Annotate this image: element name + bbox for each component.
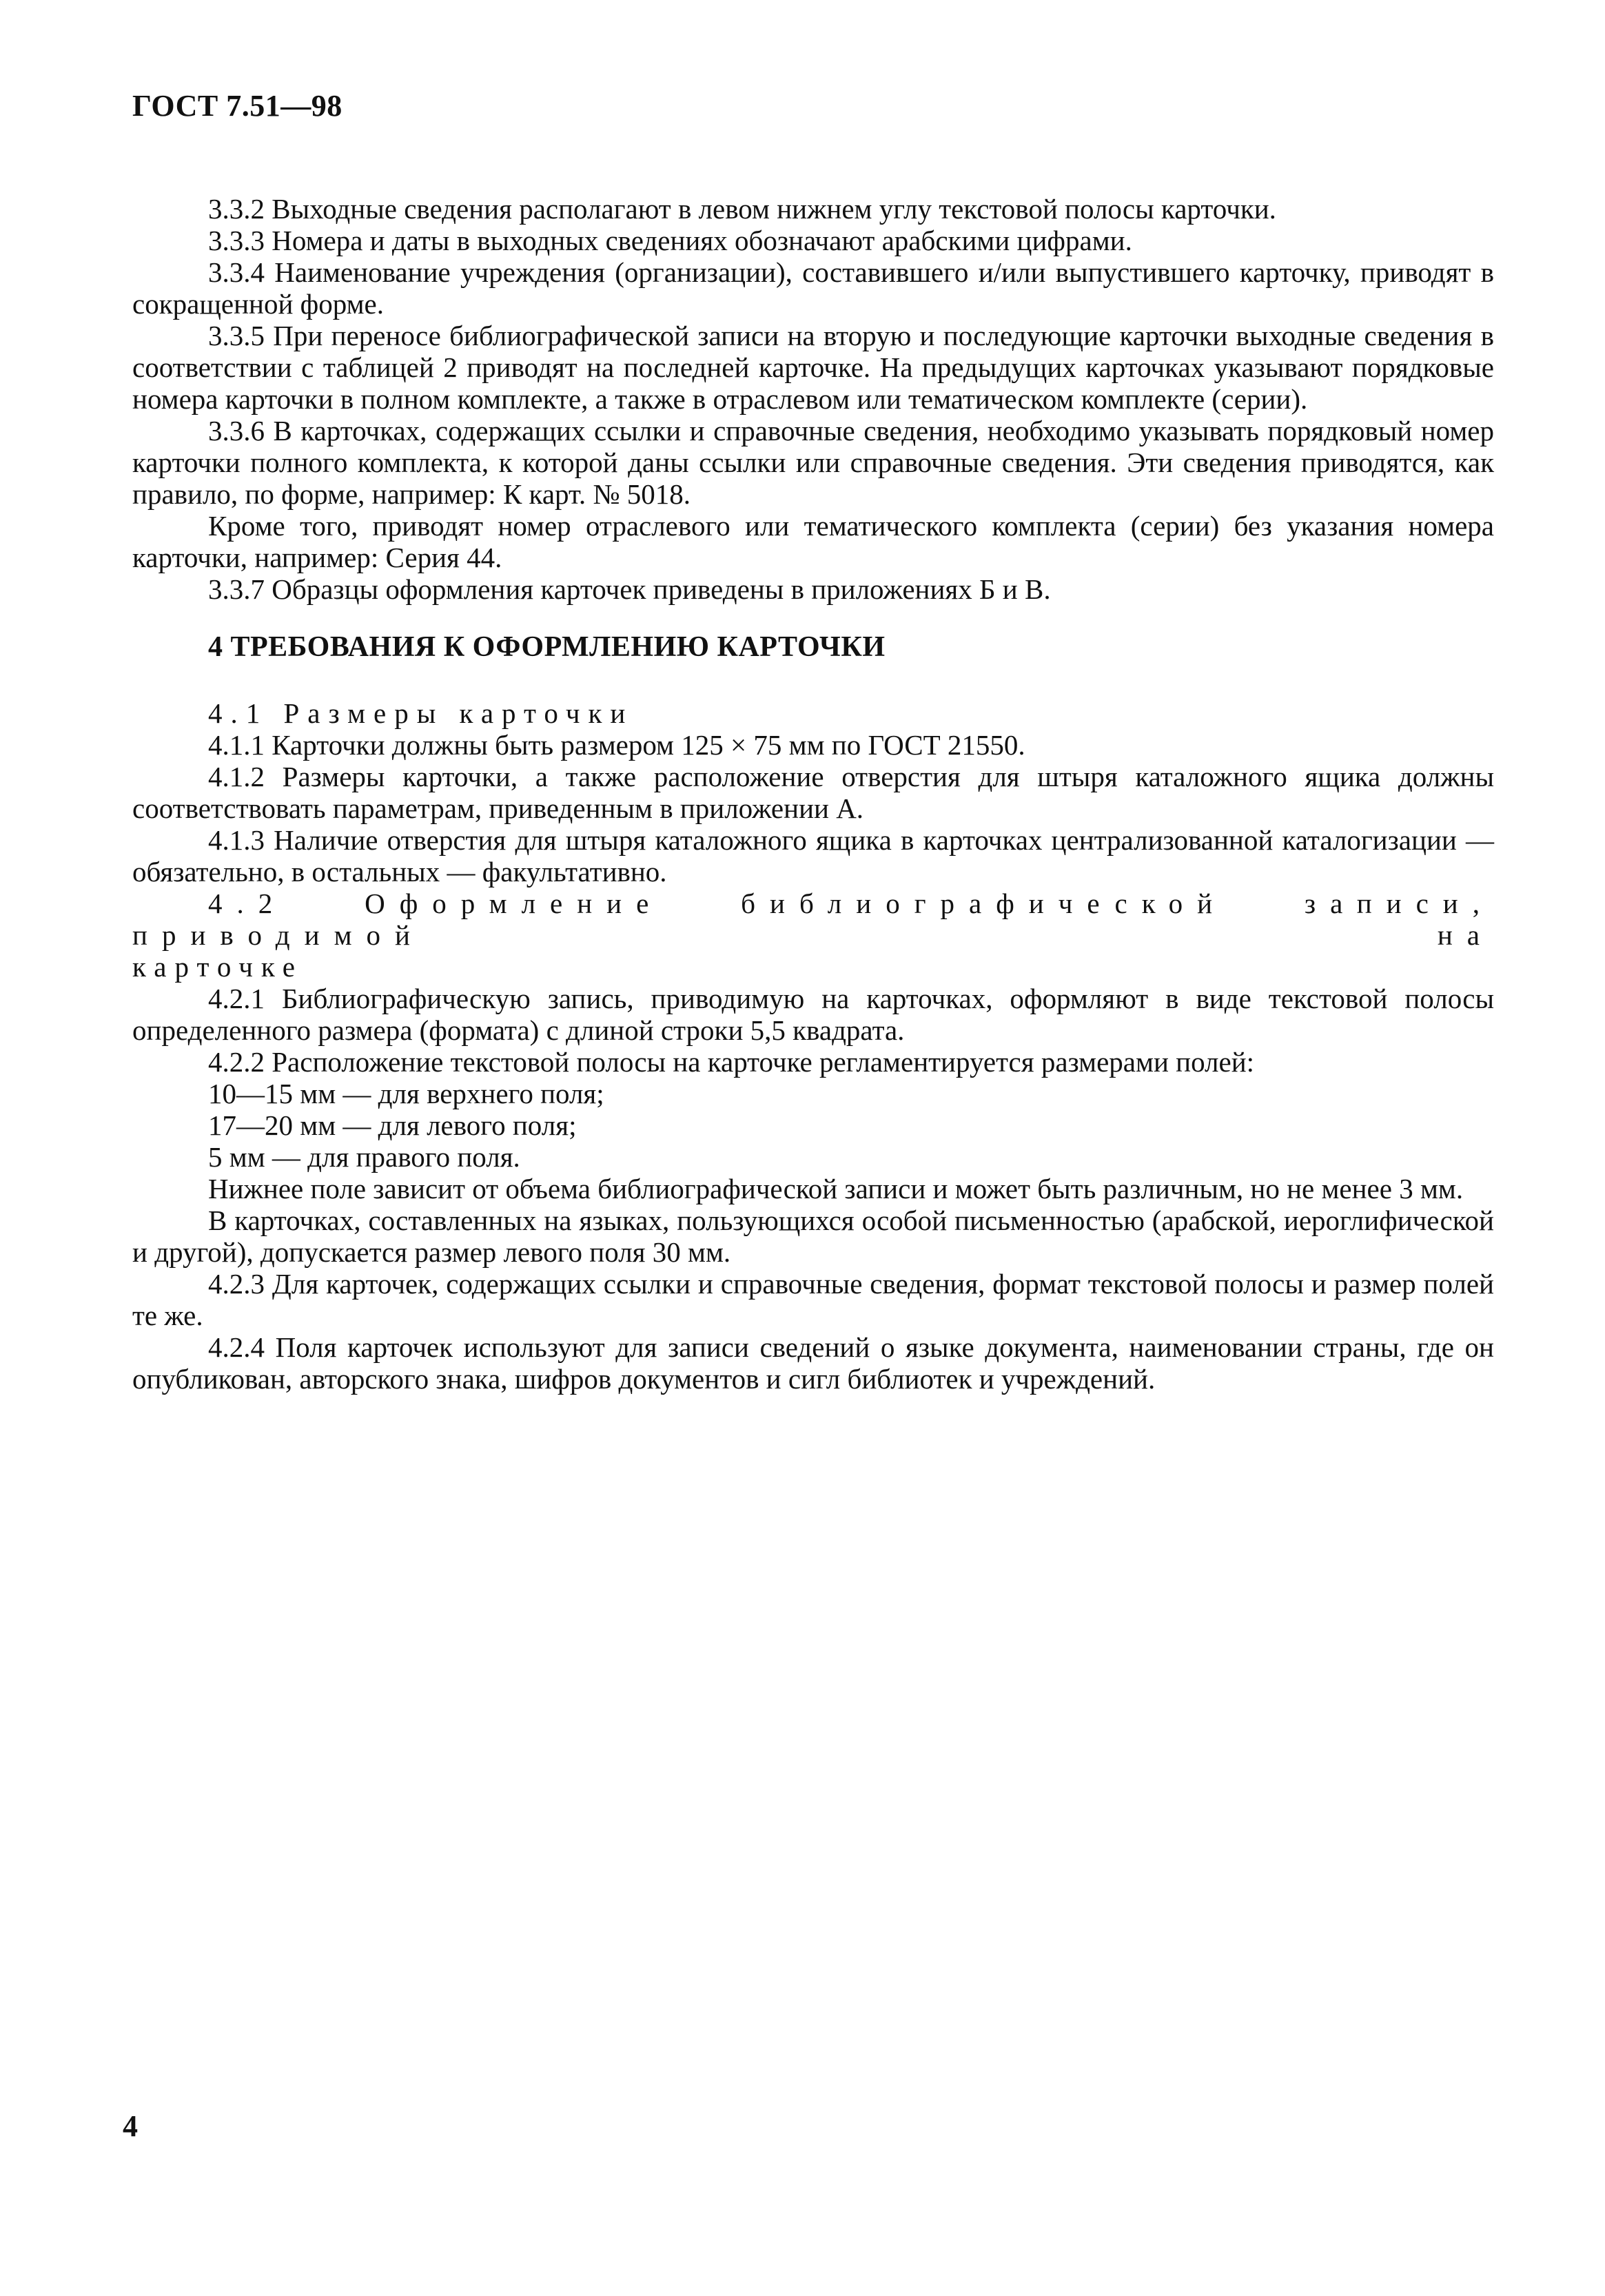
subsection-4-2-heading: 4.2 Оформление библиографической записи, приводимой на bbox=[132, 888, 1494, 951]
paragraph-special-scripts: В карточках, составленных на языках, пользующихся особой письменностью (арабской, иероглифической и другой), допускается размер левого поля 30 мм. bbox=[132, 1205, 1494, 1268]
subsection-4-1-heading: 4.1 Размеры карточки bbox=[208, 697, 634, 729]
paragraph-3-3-4: 3.3.4 Наименование учреждения (организации), составившего и/или выпустившего карточку, приводят в сокращенной форме. bbox=[132, 256, 1494, 320]
paragraph-3-3-6-continued: Кроме того, приводят номер отраслевого или тематического комплекта (серии) без указания номера карточки, например: Серия 44. bbox=[132, 510, 1494, 573]
subsection-4-2-heading-continued: карточке bbox=[132, 951, 303, 983]
paragraph-4-2-2: 4.2.2 Расположение текстовой полосы на карточке регламентируется размерами полей: bbox=[208, 1046, 1255, 1078]
margin-left-spec: 17—20 мм — для левого поля; bbox=[208, 1109, 577, 1141]
margin-right-spec: 5 мм — для правого поля. bbox=[208, 1141, 520, 1173]
paragraph-3-3-6: 3.3.6 В карточках, содержащих ссылки и справочные сведения, необходимо указывать порядковый номер карточки полного комплекта, к которой даны ссылки или справочные сведения. Эти сведения приводятся, как правило, по форме, например: К карт. № 5018. bbox=[132, 415, 1494, 510]
paragraph-3-3-5: 3.3.5 При переносе библиографической записи на вторую и последующие карточки выходные сведения в соответствии с таблицей 2 приводят на последней карточке. На предыдущих карточках указывают порядковые номера карточки в полном комплекте, а также в отраслевом или тематическом комплекте (серии). bbox=[132, 320, 1494, 415]
paragraph-4-1-3: 4.1.3 Наличие отверстия для штыря каталожного ящика в карточках централизованной каталогизации — обязательно, в остальных — факультативно. bbox=[132, 824, 1494, 888]
document-body bbox=[132, 193, 1494, 1395]
margin-top-spec: 10—15 мм — для верхнего поля; bbox=[208, 1078, 604, 1109]
paragraph-4-1-2: 4.1.2 Размеры карточки, а также расположение отверстия для штыря каталожного ящика должны соответствовать параметрам, приведенным в приложении А. bbox=[132, 761, 1494, 824]
page-number: 4 bbox=[123, 2109, 138, 2143]
section-4-heading: 4 ТРЕБОВАНИЯ К ОФОРМЛЕНИЮ КАРТОЧКИ bbox=[208, 631, 886, 663]
paragraph-4-2-4: 4.2.4 Поля карточек используют для записи сведений о языке документа, наименовании страны, где он опубликован, авторского знака, шифров документов и сигл библиотек и учреждений. bbox=[132, 1331, 1494, 1395]
paragraph-3-3-2: 3.3.2 Выходные сведения располагают в левом нижнем углу текстовой полосы карточки. bbox=[208, 193, 1276, 225]
paragraph-4-2-3: 4.2.3 Для карточек, содержащих ссылки и справочные сведения, формат текстовой полосы и размер полей те же. bbox=[132, 1268, 1494, 1331]
paragraph-bottom-margin: Нижнее поле зависит от объема библиографической записи и может быть различным, но не менее 3 мм. bbox=[208, 1173, 1464, 1205]
paragraph-3-3-3: 3.3.3 Номера и даты в выходных сведениях обозначают арабскими цифрами. bbox=[208, 225, 1132, 256]
paragraph-4-1-1: 4.1.1 Карточки должны быть размером 125 × 75 мм по ГОСТ 21550. bbox=[208, 729, 1025, 761]
document-header-title: ГОСТ 7.51—98 bbox=[132, 89, 343, 123]
paragraph-4-2-1: 4.2.1 Библиографическую запись, приводимую на карточках, оформляют в виде текстовой полосы определенного размера (формата) с длиной строки 5,5 квадрата. bbox=[132, 983, 1494, 1046]
paragraph-3-3-7: 3.3.7 Образцы оформления карточек приведены в приложениях Б и В. bbox=[208, 573, 1051, 605]
